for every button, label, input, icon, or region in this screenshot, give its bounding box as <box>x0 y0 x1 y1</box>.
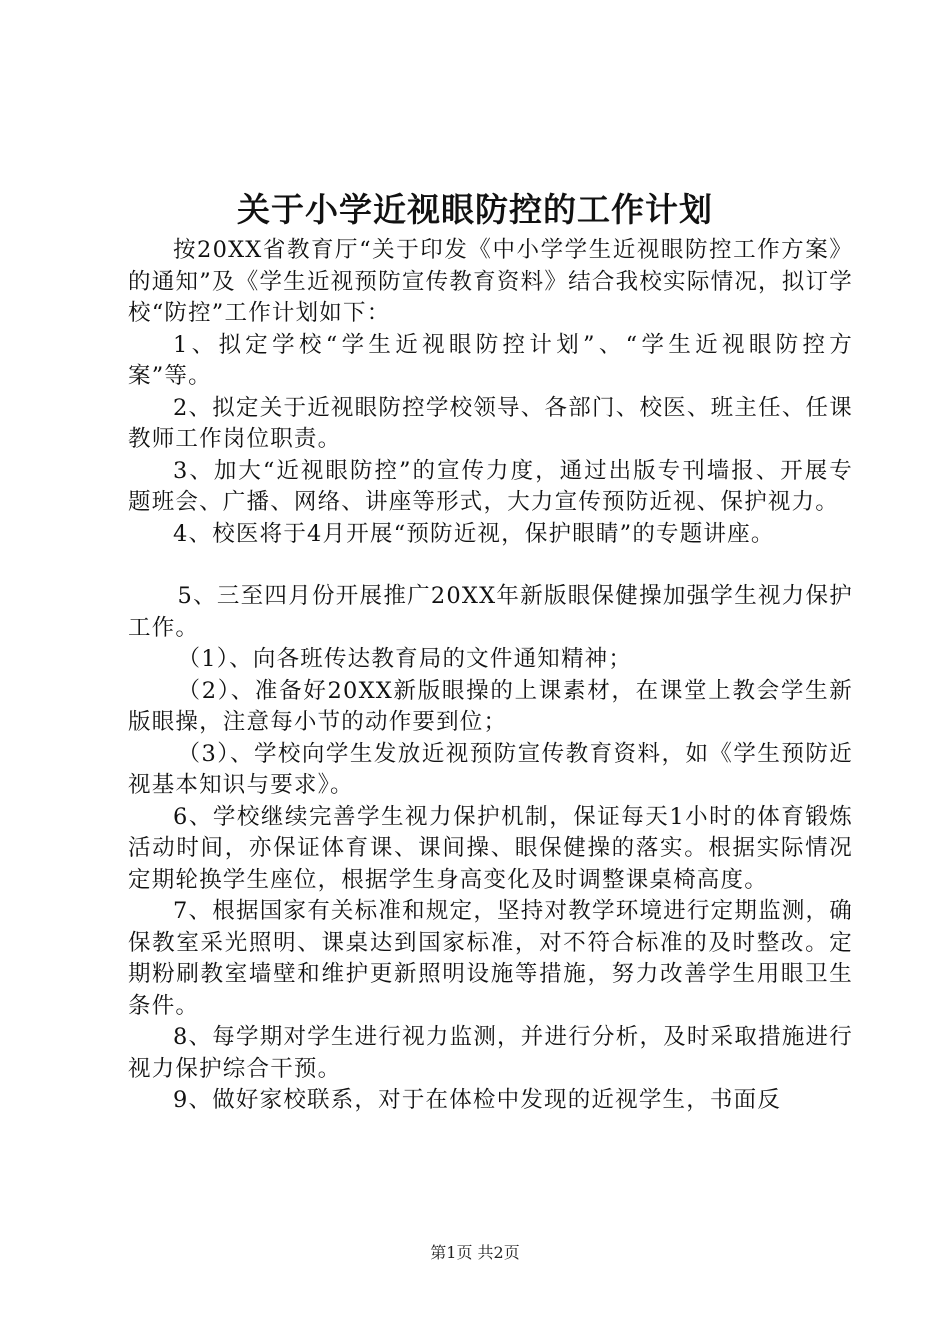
page-number-footer: 第1页 共2页 <box>430 1243 520 1262</box>
item-1-paragraph: 1、拟定学校“学生近视眼防控计划”、“学生近视眼防控方案”等。 <box>128 331 853 389</box>
item-5-sub-2: （2）、准备好20XX新版眼操的上课素材，在课堂上教会学生新版眼操，注意每小节的动作要到位； <box>128 677 853 735</box>
page-title: 关于小学近视眼防控的工作计划 <box>237 190 713 229</box>
item-2-paragraph: 2、拟定关于近视眼防控学校领导、各部门、校医、班主任、任课教师工作岗位职责。 <box>128 394 853 452</box>
intro-paragraph: 按20XX省教育厅“关于印发《中小学学生近视眼防控工作方案》的通知”及《学生近视预防宣传教育资料》结合我校实际情况，拟订学校“防控”工作计划如下： <box>128 237 853 326</box>
item-6-paragraph: 6、学校继续完善学生视力保护机制，保证每天1小时的体育锻炼活动时间，亦保证体育课、课间操、眼保健操的落实。根据实际情况定期轮换学生座位，根据学生身高变化及时调整课桌椅高度。 <box>128 803 853 893</box>
item-7-paragraph: 7、根据国家有关标准和规定，坚持对教学环境进行定期监测，确保教室采光照明、课桌达到国家标准，对不符合标准的及时整改。定期粉刷教室墙壁和维护更新照明设施等措施，努力改善学生用眼卫生条件。 <box>128 898 853 1019</box>
item-3-paragraph: 3、加大“近视眼防控”的宣传力度，通过出版专刊墙报、开展专题班会、广播、网络、讲座等形式，大力宣传预防近视、保护视力。 <box>128 457 853 515</box>
item-5-sub-1: （1）、向各班传达教育局的文件通知精神； <box>177 646 633 672</box>
item-4-paragraph: 4、校医将于4月开展“预防近视，保护眼睛”的专题讲座。 <box>173 520 775 547</box>
document-body <box>128 235 853 1117</box>
item-5-paragraph: 5、三至四月份开展推广20XX年新版眼保健操加强学生视力保护工作。 <box>128 583 853 641</box>
item-8-paragraph: 8、每学期对学生进行视力监测，并进行分析，及时采取措施进行视力保护综合干预。 <box>128 1024 853 1082</box>
item-5-sub-3: （3）、学校向学生发放近视预防宣传教育资料，如《学生预防近视基本知识与要求》。 <box>128 740 853 798</box>
item-9-paragraph: 9、做好家校联系，对于在体检中发现的近视学生，书面反 <box>173 1087 782 1113</box>
paragraph-gap <box>128 550 853 581</box>
